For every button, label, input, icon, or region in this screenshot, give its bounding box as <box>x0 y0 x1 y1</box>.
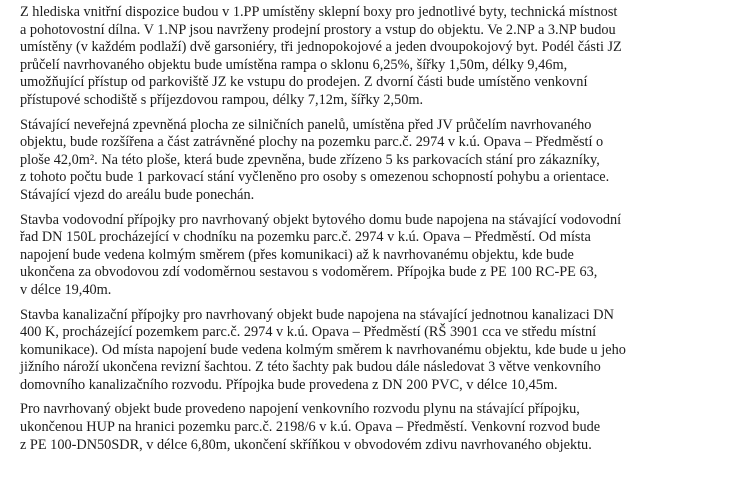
paragraph-building-layout: Z hlediska vnitřní dispozice budou v 1.PP umístěny sklepní boxy pro jednotlivé byty, technická místnost a pohotovostní dílna. V 1.NP jsou navrženy prodejní prostory a vstup do objektu. Ve 2.NP a 3.NP budou umístěny (v každém podlaží) dvě garsoniéry, tři jednopokojové a jeden dvoupokojový byt. Podél části JZ průčelí navrhovaného objektu bude umístěna rampa o sklonu 6,25%, šířky 1,50m, délky 9,46m, umožňující přístup od parkoviště JZ ke vstupu do prodejen. Z dvorní části bude umístěno venkovní přístupové schodiště s příjezdovou rampou, délky 7,12m, šířky 2,50m. <box>20 4 622 108</box>
paragraph-parking-area: Stávající neveřejná zpevněná plocha ze silničních panelů, umístěna před JV průčelím navrhovaného objektu, bude rozšířena a část zatrávněné plochy na pozemku parc.č. 2974 v k.ú. Opava – Předměstí o ploše 42,0m². Na této ploše, která bude zpevněna, bude zřízeno 5 ks parkovacích stání pro zákazníky, z tohoto počtu bude 1 parkovací stání vyčleněno pro osoby s omezenou schopností pohybu a orientace. Stávající vjezd do areálu bude ponechán. <box>20 116 610 203</box>
paragraph-sewer-connection: Stavba kanalizační přípojky pro navrhovaný objekt bude napojena na stávající jednotnou kanalizaci DN 400 K, procházející pozemkem parc.č. 2974 v k.ú. Opava – Předměstí (RŠ 3901 cca ve středu místní komunikace). Od místa napojení bude vedena kolmým směrem k navrhovanému objektu, kde bude u jeho jižního nároží ukončena revizní šachtou. Z této šachty pak budou dále následovat 3 větve venkovního domovního kanalizačního rozvodu. Přípojka bude provedena z DN 200 PVC, v délce 10,45m. <box>20 306 626 393</box>
paragraph-gas-connection: Pro navrhovaný objekt bude provedeno napojení venkovního rozvodu plynu na stávající přípojku, ukončenou HUP na hranici pozemku parc.č. 2198/6 v k.ú. Opava – Předměstí. Venkovní rozvod bude z PE 100-DN50SDR, v délce 6,80m, ukončení skříňkou v obvodovém zdivu navrhovaného objektu. <box>20 401 601 453</box>
paragraph-water-connection: Stavba vodovodní přípojky pro navrhovaný objekt bytového domu bude napojena na stávající vodovodní řad DN 150L procházející v chodníku na pozemku parc.č. 2974 v k.ú. Opava – Předměstí. Od místa napojení bude vedena kolmým směrem (přes komunikaci) až k navrhovanému objektu, kde bude ukončena za obvodovou zdí vodoměrnou sestavou s vodoměrem. Přípojka bude z PE 100 RC-PE 63, v délce 19,40m. <box>20 211 622 298</box>
